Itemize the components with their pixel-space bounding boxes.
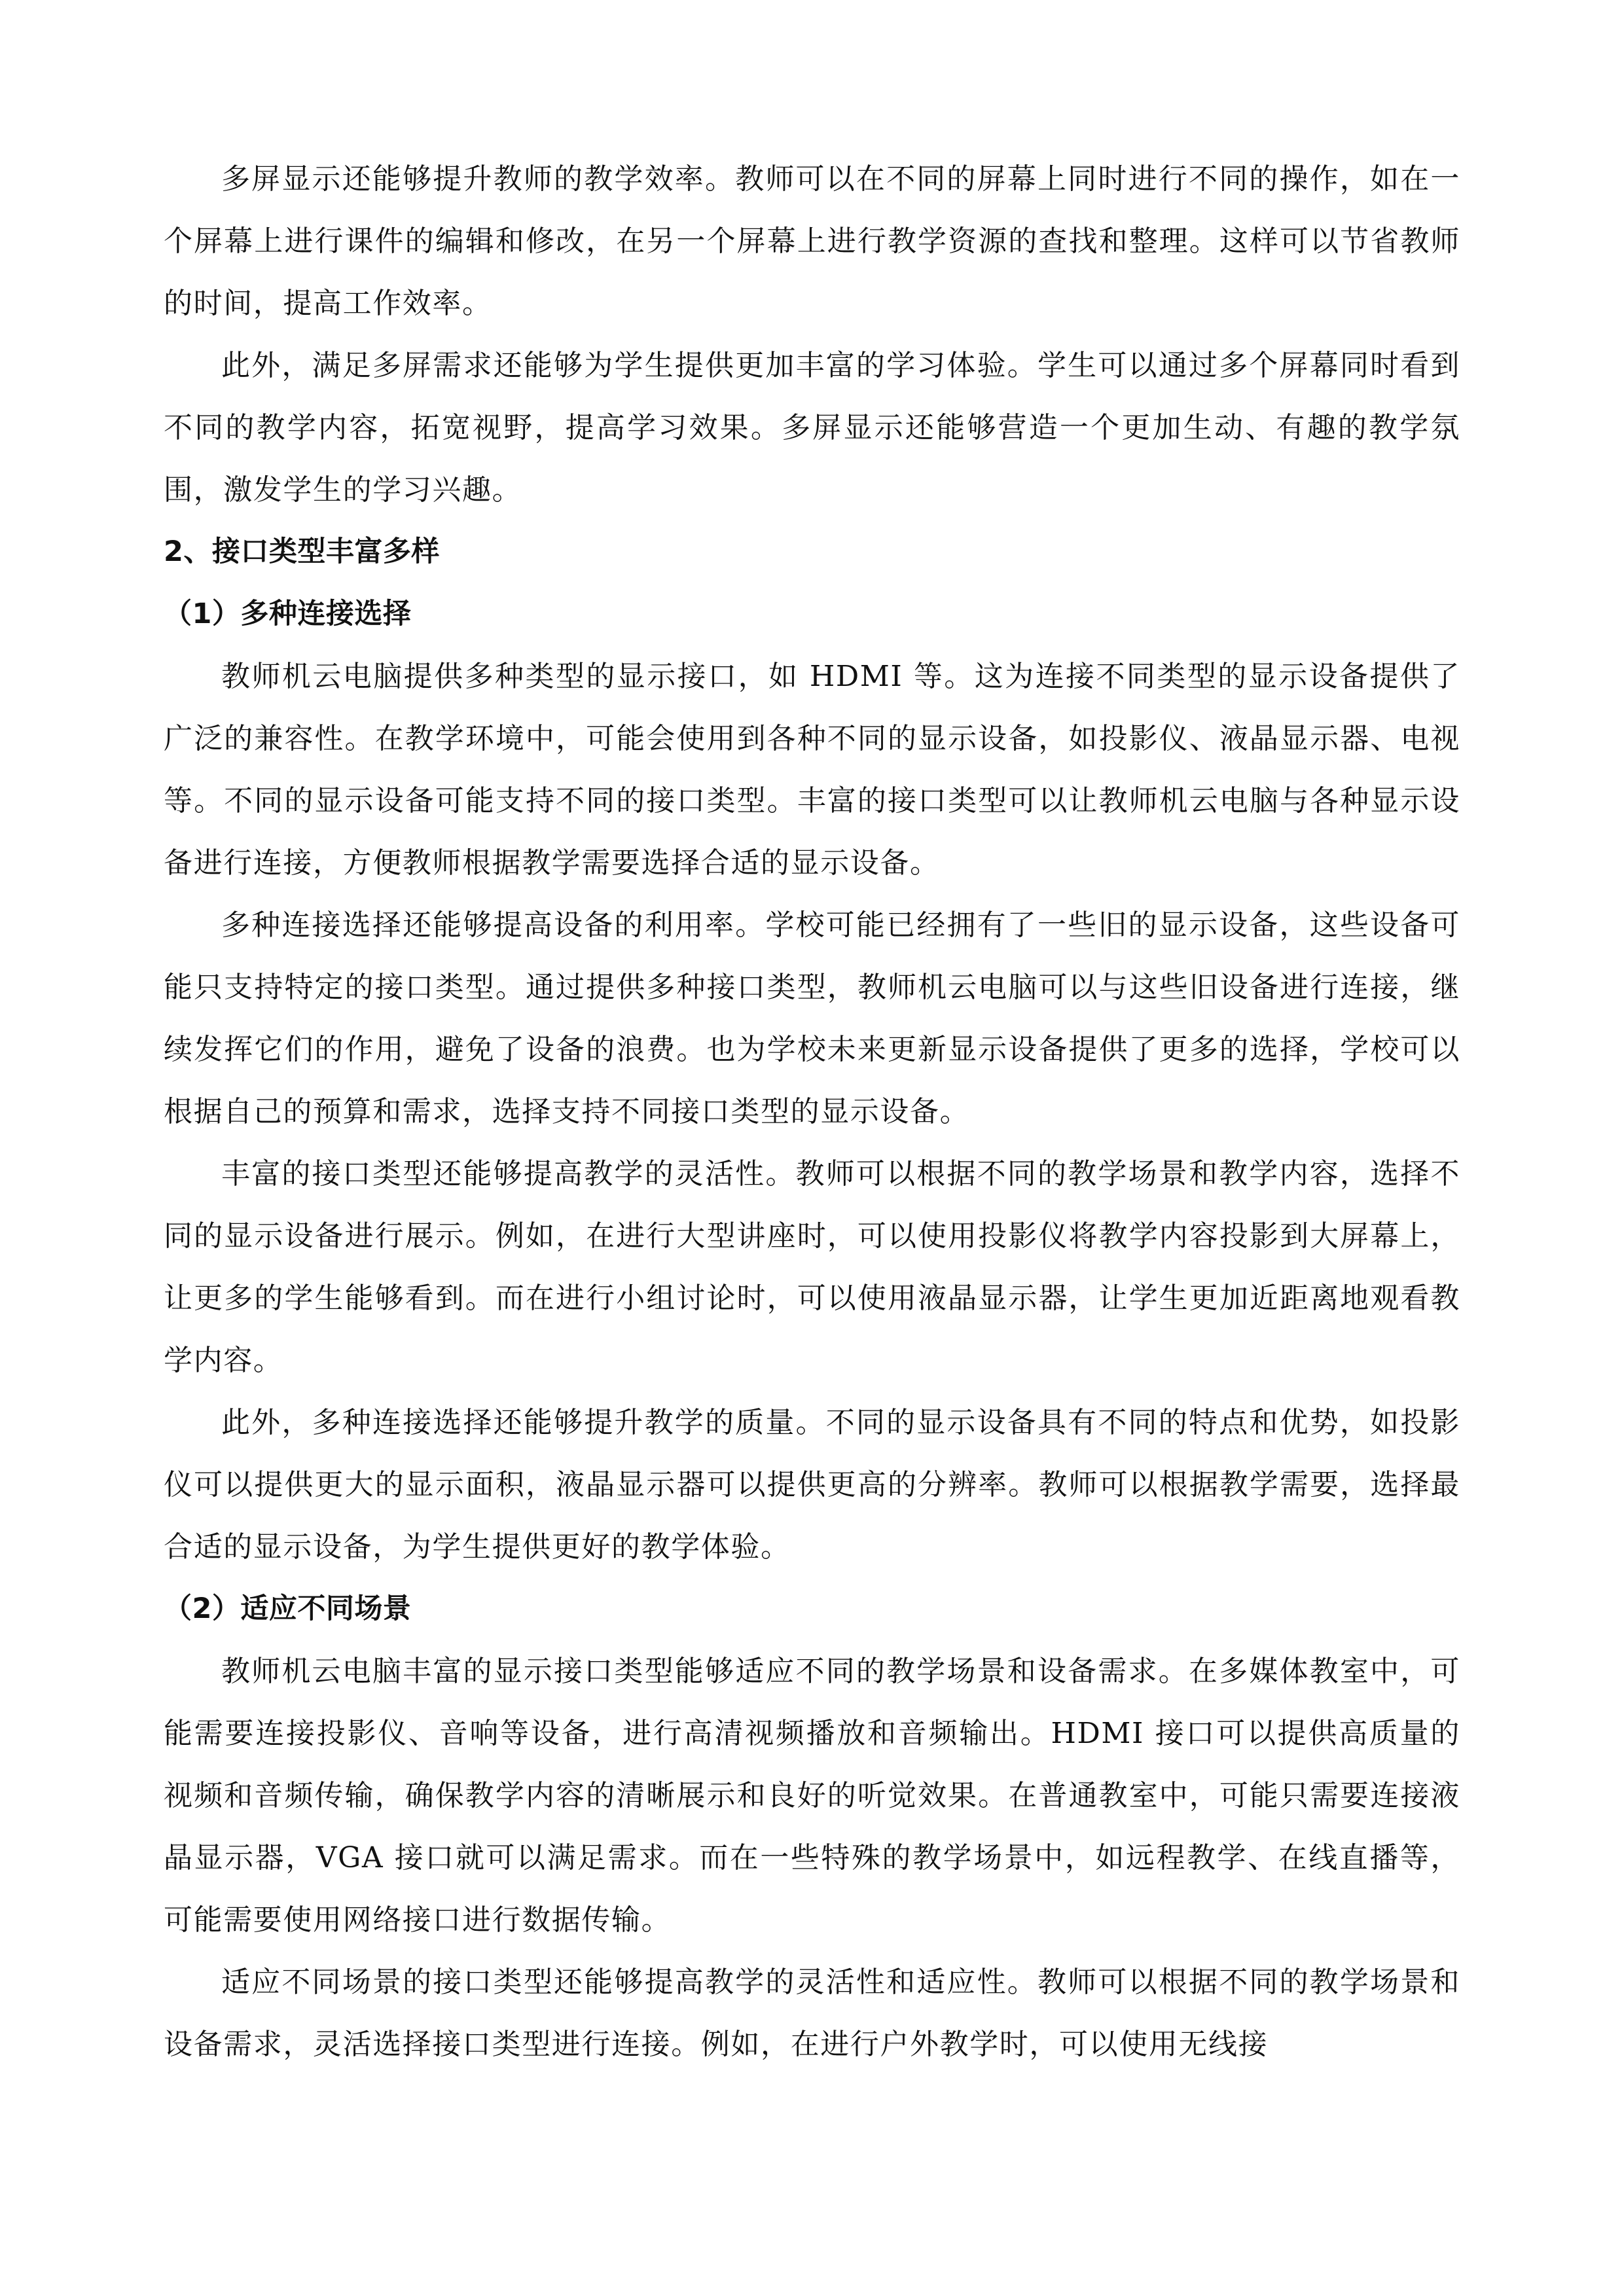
document-page (164, 148, 1460, 2075)
paragraph-student-experience: 此外，满足多屏需求还能够为学生提供更加丰富的学习体验。学生可以通过多个屏幕同时看到不同的教学内容，拓宽视野，提高学习效果。多屏显示还能够营造一个更加生动、有趣的教学氛围，激发学生的学习兴趣。 (164, 349, 1460, 507)
paragraph-display-interfaces: 教师机云电脑提供多种类型的显示接口，如 HDMI 等。这为连接不同类型的显示设备提供了广泛的兼容性。在教学环境中，可能会使用到各种不同的显示设备，如投影仪、液晶显示器、电视等。不同的显示设备可能支持不同的接口类型。丰富的接口类型可以让教师机云电脑与各种显示设备进行连接，方便教师根据教学需要选择合适的显示设备。 (164, 660, 1460, 880)
paragraph-multiscreen-efficiency: 多屏显示还能够提升教师的教学效率。教师可以在不同的屏幕上同时进行不同的操作，如在一个屏幕上进行课件的编辑和修改，在另一个屏幕上进行教学资源的查找和整理。这样可以节省教师的时间，提高工作效率。 (164, 162, 1460, 320)
paragraph-teaching-flexibility: 丰富的接口类型还能够提高教学的灵活性。教师可以根据不同的教学场景和教学内容，选择不同的显示设备进行展示。例如，在进行大型讲座时，可以使用投影仪将教学内容投影到大屏幕上，让更多的学生能够看到。而在进行小组讨论时，可以使用液晶显示器，让学生更加近距离地观看教学内容。 (164, 1157, 1460, 1377)
paragraph-device-utilization: 多种连接选择还能够提高设备的利用率。学校可能已经拥有了一些旧的显示设备，这些设备可能只支持特定的接口类型。通过提供多种接口类型，教师机云电脑可以与这些旧设备进行连接，继续发挥它们的作用，避免了设备的浪费。也为学校未来更新显示设备提供了更多的选择，学校可以根据自己的预算和需求，选择支持不同接口类型的显示设备。 (164, 908, 1460, 1128)
section-heading-interface-types: 2、接口类型丰富多样 (164, 535, 440, 568)
paragraph-scenario-interfaces: 教师机云电脑丰富的显示接口类型能够适应不同的教学场景和设备需求。在多媒体教室中，可能需要连接投影仪、音响等设备，进行高清视频播放和音频输出。HDMI 接口可以提供高质量的视频和音频传输，确保教学内容的清晰展示和良好的听觉效果。在普通教室中，可能只需要连接液晶显示器，VGA 接口就可以满足需求。而在一些特殊的教学场景中，如远程教学、在线直播等，可能需要使用网络接口进行数据传输。 (164, 1655, 1460, 1937)
subheading-connection-options: （1）多种连接选择 (164, 598, 412, 630)
paragraph-scenario-flexibility: 适应不同场景的接口类型还能够提高教学的灵活性和适应性。教师可以根据不同的教学场景和设备需求，灵活选择接口类型进行连接。例如，在进行户外教学时，可以使用无线接 (164, 1965, 1460, 2061)
subheading-adapt-scenarios: （2）适应不同场景 (164, 1592, 412, 1625)
paragraph-teaching-quality: 此外，多种连接选择还能够提升教学的质量。不同的显示设备具有不同的特点和优势，如投影仪可以提供更大的显示面积，液晶显示器可以提供更高的分辨率。教师可以根据教学需要，选择最合适的显示设备，为学生提供更好的教学体验。 (164, 1406, 1460, 1564)
